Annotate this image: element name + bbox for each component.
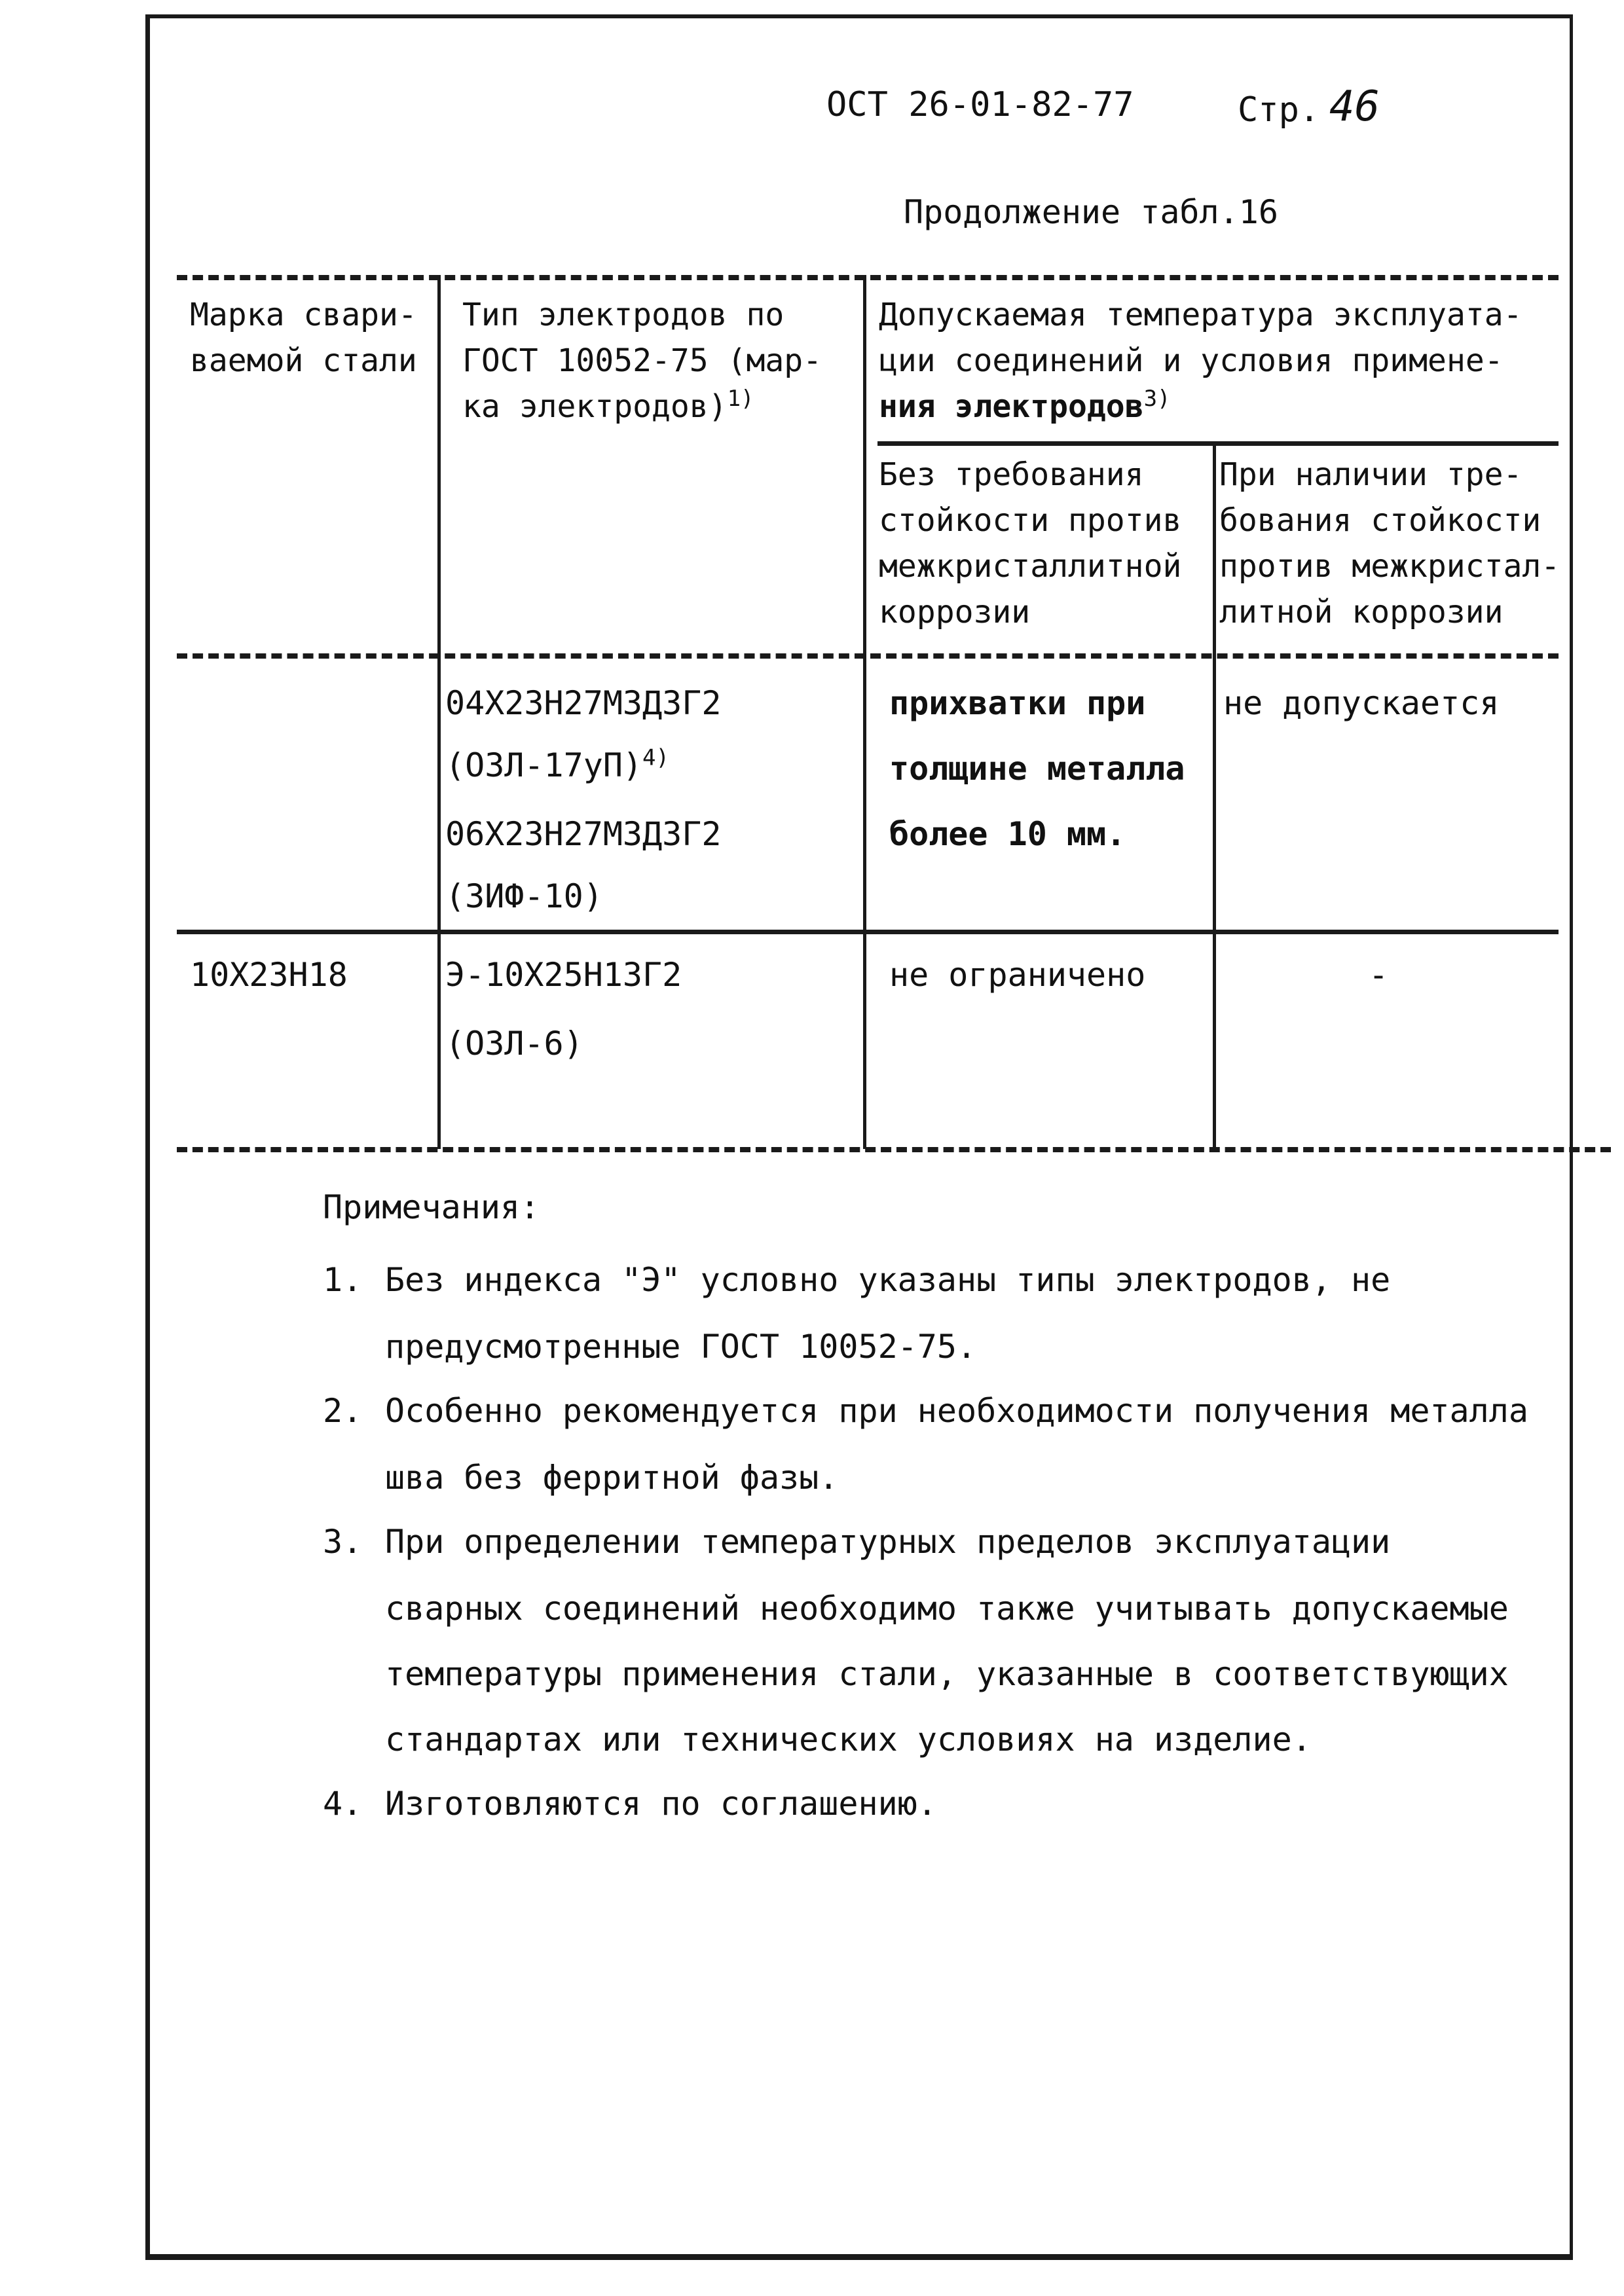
note-1: 1. Без индекса "Э" условно указаны типы электродов, не [323,1261,1391,1299]
column-divider-3 [1213,441,1216,1149]
row2-with-req: - [1369,956,1389,994]
notes-title: Примечания: [323,1188,540,1226]
table-bottom-rule [177,1147,1611,1152]
row1-electrode-1: 04Х23Н27М3Д3Г2 [445,684,722,722]
row1-with-req: не допускается [1223,684,1500,722]
subheader-with-requirement: При наличии тре- бования стойкости против межкристал- литной коррозии [1219,456,1560,630]
page-number: 46 [1329,82,1380,131]
table-continuation-caption: Продолжение табл.16 [904,193,1278,231]
page-label: Стр. [1238,90,1320,130]
row2-electrode: Э-10Х25Н13Г2 [445,956,682,994]
note-2-cont: шва без ферритной фазы. [385,1459,839,1497]
subheader-rule [877,441,1559,446]
row1-electrode-2: 06Х23Н27М3Д3Г2 [445,815,722,853]
row2-electrode-brand: (ОЗЛ-6) [445,1025,583,1063]
column-divider-2 [863,275,866,1149]
header-allowed-temperature: Допускаемая температура эксплуата- ции соединений и условия примене- ния электродов$^{3)}$ [879,297,1522,425]
note-2: 2. Особенно рекомендуется при необходимости получения металла [323,1392,1528,1430]
row1-without-req-line2: толщине металла [889,750,1185,788]
row2-steel-grade: 10Х23Н18 [190,956,348,994]
row1-electrode-1-brand: $(ОЗЛ-17уП)^{4)}$ [445,744,669,784]
note-1-cont: предусмотренные ГОСТ 10052-75. [385,1328,977,1366]
note-3-cont-3: стандартах или технических условиях на изделие. [385,1721,1312,1758]
header-bottom-rule [177,653,1559,659]
document-code: ОСТ 26-01-82-77 [826,85,1134,124]
row1-without-req-line1: прихватки при [889,684,1146,722]
header-steel-grade: Марка свари- ваемой стали [190,297,417,379]
header-electrode-type: Тип электродов по ГОСТ 10052-75 (мар- ка электродов)$^{1)}$ [462,297,822,425]
note-4: 4. Изготовляются по соглашению. [323,1785,937,1823]
table-top-rule [177,275,1559,280]
row1-without-req-line3: более 10 мм. [889,815,1126,853]
note-3: 3. При определении температурных пределов эксплуатации [323,1523,1391,1561]
note-3-cont-1: сварных соединений необходимо также учитывать допускаемые [385,1590,1509,1628]
row-separator-rule [177,930,1559,934]
row1-electrode-2-brand: (ЗИФ-10) [445,877,603,915]
subheader-without-requirement: Без требования стойкости против межкристаллитной коррозии [879,456,1182,630]
column-divider-1 [437,275,441,1149]
note-3-cont-2: температуры применения стали, указанные в соответствующих [385,1655,1509,1693]
row2-without-req: не ограничено [889,956,1146,994]
